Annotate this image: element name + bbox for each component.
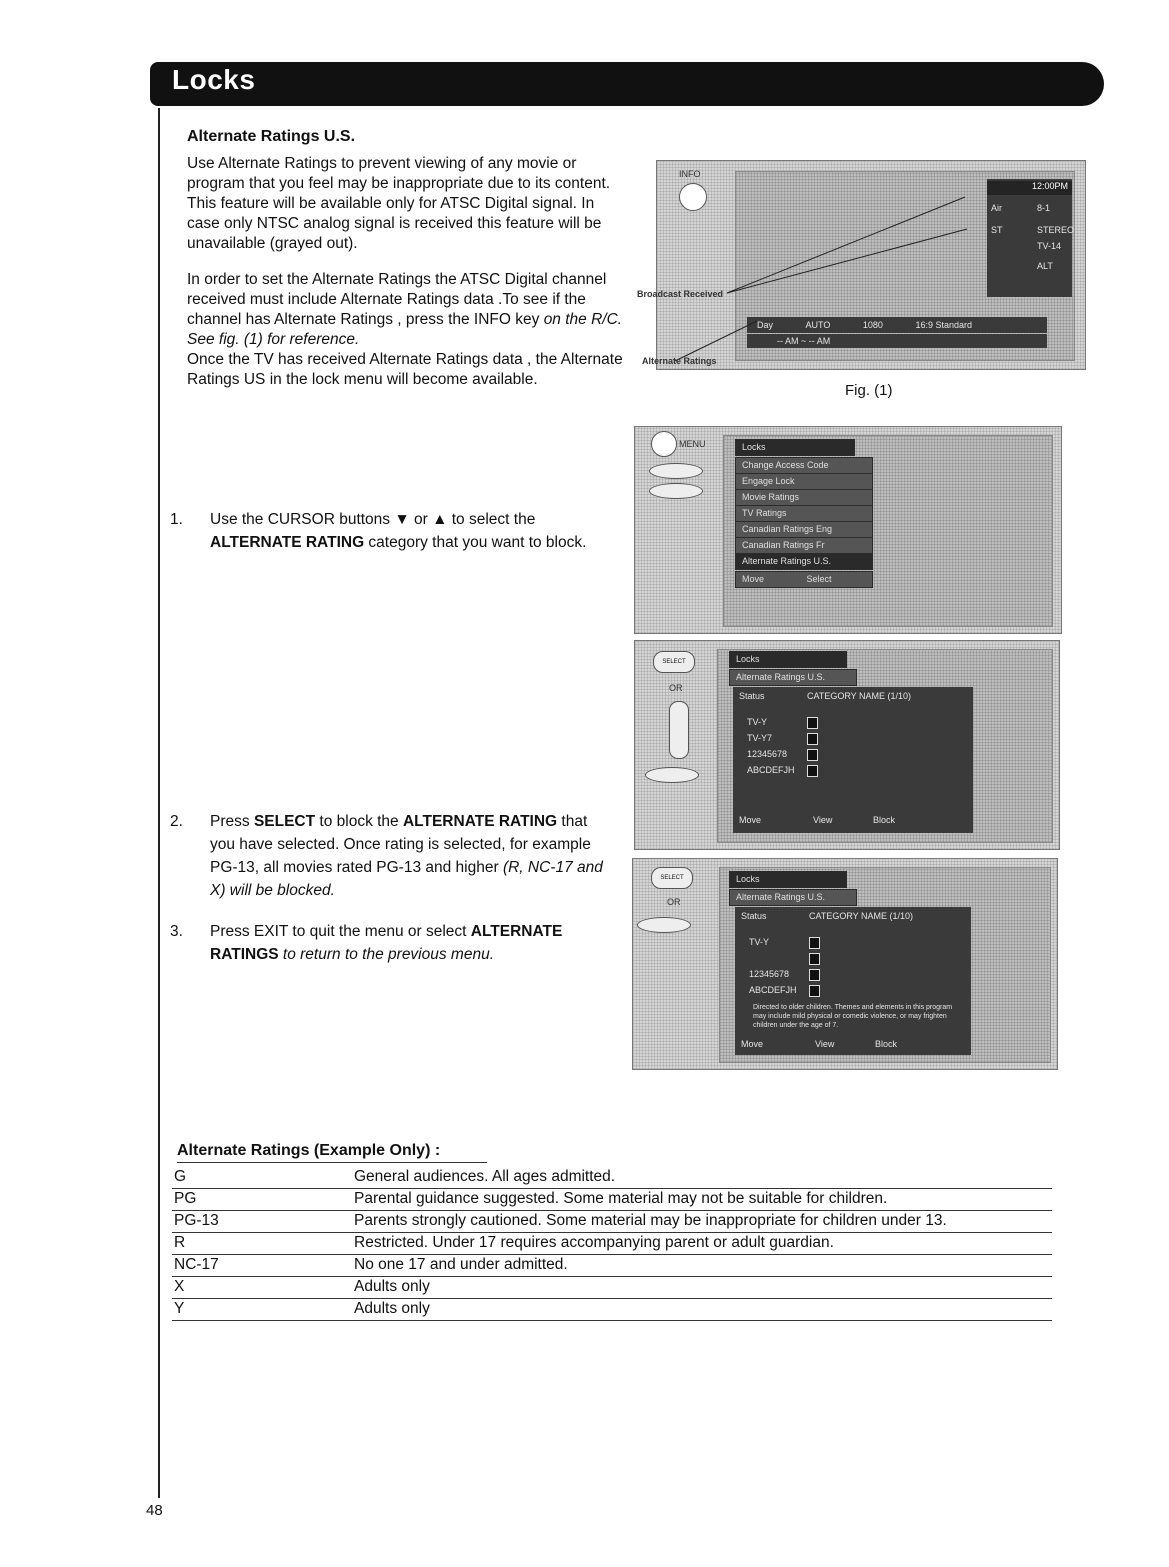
info-bar-auto: AUTO [805, 320, 831, 330]
col-category: CATEGORY NAME (1/10) [809, 911, 914, 921]
intro-text-2c: Once the TV has received Alternate Ratings data , the Alternate Ratings US in the lock menu will become available. [187, 351, 623, 388]
ratings-row [172, 1254, 1052, 1277]
step-text-a: Press [210, 813, 254, 830]
ratings-panel [733, 687, 973, 833]
menu-item-title: Locks [735, 439, 855, 456]
info-audio: STEREO [1037, 225, 1075, 235]
info-time: 12:00PM [987, 181, 1072, 195]
cursor-right-button [669, 701, 689, 759]
menu-item: Engage Lock [735, 473, 873, 490]
lock-icon [809, 985, 820, 997]
figure-1-caption: Fig. (1) [845, 382, 893, 399]
info-bar-time: -- AM ~ -- AM [777, 336, 831, 346]
menu-label: MENU [679, 439, 706, 449]
ratings-table-title: Alternate Ratings (Example Only) : [177, 1142, 441, 1159]
info-bar-day: Day [757, 320, 774, 330]
menu-item-title: Locks [729, 871, 847, 888]
broadcast-callout-label: Broadcast Received [637, 289, 724, 299]
step-text-a: Press EXIT to quit the menu or select [210, 923, 471, 940]
rating-description: Directed to older children. Themes and elements in this program may include mild physical or comedic violence, or may frighten children under the age of 7. [753, 1004, 953, 1029]
rating-code: R [174, 1234, 186, 1251]
info-source: Air [991, 203, 1002, 213]
or-label: OR [667, 897, 681, 907]
step-text-b: ALTERNATE RATING [210, 534, 365, 551]
col-category: CATEGORY NAME (1/10) [807, 691, 912, 701]
menu-item: TV Ratings [735, 505, 873, 522]
col-status: Status [739, 691, 765, 701]
rating-code: X [174, 1278, 185, 1295]
menu-item: Canadian Ratings Eng [735, 521, 873, 538]
intro-text-2a: In order to set the Alternate Ratings the ATSC Digital channel received must include Alternate Ratings data .To see if the channel has Alternate Ratings , press the INFO key [187, 271, 607, 328]
footer-view: View [815, 1039, 835, 1049]
rating-code: NC-17 [174, 1256, 219, 1273]
col-status: Status [741, 911, 767, 921]
cursor-down-button [645, 767, 699, 783]
footer-move: Move [741, 1039, 764, 1049]
step-text-c: to return to the previous menu. [278, 946, 495, 963]
rating-row: TV-Y [749, 937, 770, 947]
callout-arrows [657, 161, 1085, 369]
step-text [210, 810, 615, 902]
rating-desc: Restricted. Under 17 requires accompanying parent or adult guardian. [354, 1234, 834, 1251]
step-text-b: SELECT [253, 813, 316, 830]
step-text [210, 920, 615, 966]
ratings-row [172, 1166, 1052, 1189]
or-label: OR [669, 683, 683, 693]
cursor-up-button [649, 463, 703, 479]
header-bar [150, 62, 1104, 106]
intro-paragraph-1 [187, 154, 627, 254]
cursor-down-button [649, 483, 703, 499]
screen-locks-menu [634, 426, 1062, 634]
step-text [210, 508, 615, 554]
intro-text-1: Use Alternate Ratings to prevent viewing of any movie or program that you feel may be inappropriate due to its content. This feature will be available only for ATSC Digital signal. In case only NTSC analog signal is received this feature will be unavailable (grayed out). [187, 155, 611, 252]
rating-row: TV-Y7 [747, 733, 773, 743]
intro-text-2 [187, 270, 627, 350]
step-text-b: ALTERNATE RATINGS [210, 923, 563, 963]
figure-1-screen [656, 160, 1086, 370]
step-text-c: to block the [315, 813, 403, 830]
step-text-c: category that you want to block. [364, 534, 587, 551]
rating-code: Y [174, 1300, 185, 1317]
rating-desc: Parents strongly cautioned. Some material may be inappropriate for children under 13. [354, 1212, 947, 1229]
ratings-row [172, 1276, 1052, 1299]
intro-text-2b: on the R/C. See fig. (1) for reference. [187, 311, 623, 348]
screen-alternate-ratings-detail [632, 858, 1058, 1070]
info-bar-aspect: 16:9 Standard [915, 320, 972, 330]
ratings-row [172, 1298, 1052, 1321]
footer-view: View [813, 815, 833, 825]
step-number: 3. [170, 923, 183, 940]
alternate-callout-label: Alternate Ratings [642, 356, 717, 366]
footer-block: Block [875, 1039, 898, 1049]
rating-row: ABCDEFJH [747, 765, 795, 775]
info-audio-label: ST [991, 225, 1003, 235]
step-number: 1. [170, 511, 183, 528]
screen-alternate-ratings [634, 640, 1060, 850]
step-1 [170, 508, 615, 558]
rating-desc: Parental guidance suggested. Some material may not be suitable for children. [354, 1190, 888, 1207]
lock-icon [807, 717, 818, 729]
footer-move: Move [739, 815, 762, 825]
ratings-row [172, 1210, 1052, 1233]
info-channel: 8-1 [1037, 203, 1051, 213]
menu-item: Movie Ratings [735, 489, 873, 506]
rating-desc: Adults only [354, 1278, 430, 1295]
lock-icon [807, 733, 818, 745]
ratings-title-rule [177, 1162, 487, 1163]
select-button-icon: SELECT [653, 651, 695, 673]
menu-item: Change Access Code [735, 457, 873, 474]
rating-code: G [174, 1168, 187, 1185]
lock-icon [807, 749, 818, 761]
menu-submenu: Alternate Ratings U.S. [729, 889, 857, 906]
step-3 [170, 920, 615, 970]
info-rating: TV-14 [1037, 241, 1062, 251]
step-text-d: ALTERNATE RATING [402, 813, 558, 830]
rating-row: TV-Y [747, 717, 768, 727]
intro-paragraph-2 [187, 270, 627, 390]
lock-icon [809, 937, 820, 949]
rating-row: 12345678 [747, 749, 788, 759]
rating-row: ABCDEFJH [749, 985, 797, 995]
info-label: INFO [679, 169, 701, 179]
rating-row: 12345678 [749, 969, 790, 979]
footer-select: Select [806, 574, 832, 584]
footer-block: Block [873, 815, 896, 825]
menu-button-icon [651, 431, 677, 457]
ratings-panel [735, 907, 971, 1055]
rating-desc: Adults only [354, 1300, 430, 1317]
page-number: 48 [146, 1502, 163, 1519]
footer-move: Move [742, 574, 765, 584]
lock-icon [809, 953, 820, 965]
info-bar-res: 1080 [862, 320, 883, 330]
select-button-icon: SELECT [651, 867, 693, 889]
step-text-a: Use the CURSOR buttons ▼ or ▲ to select the [210, 511, 536, 528]
lock-icon [809, 969, 820, 981]
step-2 [170, 810, 615, 900]
ratings-row [172, 1232, 1052, 1255]
menu-item-title: Locks [729, 651, 847, 668]
margin-rule [158, 108, 160, 1498]
menu-item: Canadian Ratings Fr [735, 537, 873, 554]
ratings-row [172, 1188, 1052, 1211]
menu-submenu: Alternate Ratings U.S. [729, 669, 857, 686]
step-text-e: that you have selected. Once rating is selected, for example PG-13, all movies rated PG-13 and higher [210, 813, 591, 876]
page-title: Locks [172, 64, 256, 95]
rating-desc: General audiences. All ages admitted. [354, 1168, 616, 1185]
step-number: 2. [170, 813, 183, 830]
menu-footer [735, 571, 873, 588]
cursor-up-button [637, 917, 691, 933]
rating-desc: No one 17 and under admitted. [354, 1256, 568, 1273]
info-alt: ALT [1037, 261, 1053, 271]
section-title: Alternate Ratings U.S. [187, 128, 356, 145]
rating-code: PG [174, 1190, 197, 1207]
rating-code: PG-13 [174, 1212, 219, 1229]
menu-item-selected: Alternate Ratings U.S. [735, 553, 873, 570]
step-text-f: (R, NC-17 and X) will be blocked. [210, 859, 603, 899]
lock-icon [807, 765, 818, 777]
